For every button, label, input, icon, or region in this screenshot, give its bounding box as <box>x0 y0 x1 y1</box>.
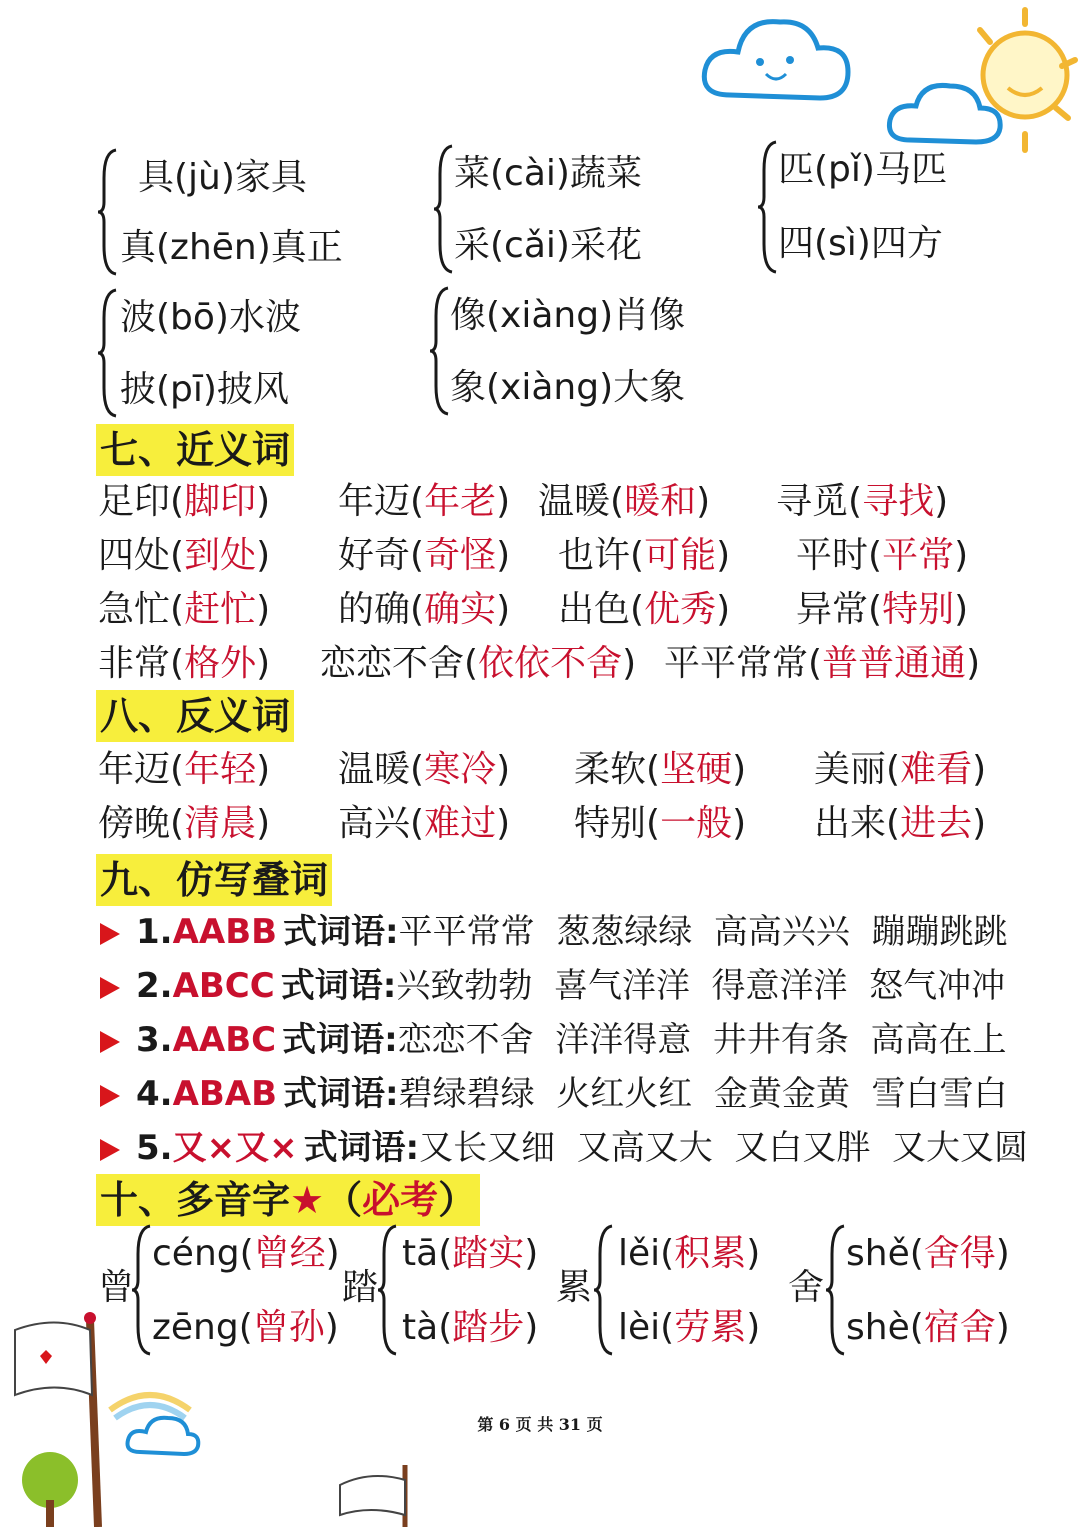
synonym-answer: 平常 <box>882 535 955 576</box>
antonym-word: 年迈 <box>98 749 171 790</box>
paren-open: ( <box>170 481 185 522</box>
paren-close: ) <box>496 749 511 790</box>
paren-close: ) <box>954 589 969 630</box>
paren-open: ( <box>886 749 901 790</box>
paren-open: ( <box>410 589 425 630</box>
paren-open: ( <box>170 803 185 844</box>
paren-close: ) <box>524 1307 539 1348</box>
paren-open: ( <box>868 535 883 576</box>
pattern-number: 3. <box>136 1020 173 1060</box>
brace-icon <box>434 144 454 274</box>
antonym-answer: 清晨 <box>184 803 257 844</box>
antonym-item <box>574 748 746 792</box>
page-number: 第 6 页 共 31 页 <box>477 1415 603 1434</box>
synonym-item <box>796 534 968 578</box>
antonym-answer: 年轻 <box>184 749 257 790</box>
triangle-bullet-icon <box>100 977 120 999</box>
synonym-answer: 确实 <box>424 589 497 630</box>
pattern-code: ABCC <box>172 966 275 1006</box>
pinyin: céng <box>152 1233 240 1274</box>
antonym-item <box>338 802 510 846</box>
paren-open: ( <box>410 803 425 844</box>
word-pair-line: 象(xiàng)大象 <box>450 367 686 408</box>
antonym-answer: 坚硬 <box>660 749 733 790</box>
antonym-item <box>338 748 510 792</box>
paren-open: ( <box>660 1233 675 1274</box>
brace-icon <box>758 140 778 274</box>
paren-open: ( <box>646 803 661 844</box>
synonym-word: 足印 <box>98 481 171 522</box>
pattern-words: 恋恋不舍 洋洋得意 井井有条 高高在上 <box>397 1020 1007 1060</box>
pinyin: lěi <box>618 1233 661 1274</box>
heading-text: 十、多音字 <box>100 1178 291 1222</box>
synonym-answer: 依依不舍 <box>478 643 623 684</box>
synonym-word: 温暖 <box>538 481 611 522</box>
paren-close: ) <box>716 535 731 576</box>
pinyin: lèi <box>618 1307 661 1348</box>
pattern-code: 又×又× <box>172 1128 298 1168</box>
paren-close: ) <box>732 749 747 790</box>
word-pair-line: 四(sì)四方 <box>778 223 943 264</box>
paren-close: ) <box>972 749 987 790</box>
pinyin: tā <box>402 1233 439 1274</box>
word-pair-line: 菜(cài)蔬菜 <box>454 153 642 194</box>
antonym-answer: 难过 <box>424 803 497 844</box>
word-pair-line: 真(zhēn)真正 <box>120 227 343 268</box>
synonym-answer: 普普通通 <box>822 643 967 684</box>
paren-open: ( <box>170 643 185 684</box>
pronunciation-line <box>618 1306 760 1350</box>
section-heading-antonyms: 八、反义词 <box>96 690 294 742</box>
antonym-item <box>814 748 986 792</box>
example-word: 积累 <box>674 1233 747 1274</box>
paren-open: ( <box>909 1307 924 1348</box>
pronunciation-line <box>402 1306 538 1350</box>
example-word: 舍得 <box>923 1233 996 1274</box>
synonym-word: 好奇 <box>338 535 411 576</box>
pattern-number: 4. <box>136 1074 173 1114</box>
antonym-answer: 难看 <box>900 749 973 790</box>
synonym-item <box>338 588 510 632</box>
word-pair-line: 匹(pǐ)马匹 <box>778 149 947 190</box>
pinyin: zēng <box>152 1307 239 1348</box>
synonym-word: 非常 <box>98 643 171 684</box>
paren-close: ) <box>524 1233 539 1274</box>
brace-icon <box>378 1224 398 1356</box>
paren-open: ( <box>170 749 185 790</box>
pronunciation-line <box>846 1232 1010 1276</box>
synonym-answer: 暖和 <box>624 481 697 522</box>
brace-icon <box>98 148 118 276</box>
synonym-item <box>98 588 270 632</box>
pattern-row <box>100 1072 1008 1116</box>
pattern-row <box>100 1126 1028 1170</box>
pronunciation-line <box>402 1232 538 1276</box>
example-word: 劳累 <box>674 1307 747 1348</box>
pattern-row <box>100 910 1008 954</box>
word-pair-line: 披(pī)披风 <box>120 369 289 410</box>
pattern-suffix: 式词语: <box>283 1074 399 1114</box>
triangle-bullet-icon <box>100 923 120 945</box>
flag-icon <box>330 1460 430 1527</box>
example-word: 踏步 <box>452 1307 525 1348</box>
paren-open: ( <box>438 1233 453 1274</box>
pattern-number: 1. <box>136 912 173 952</box>
antonym-word: 高兴 <box>338 803 411 844</box>
pronunciation-line <box>152 1306 339 1350</box>
brace-icon <box>594 1224 614 1356</box>
pinyin: shě <box>846 1233 910 1274</box>
pattern-words: 平平常常 葱葱绿绿 高高兴兴 蹦蹦跳跳 <box>398 912 1008 952</box>
synonym-word: 恋恋不舍 <box>320 643 465 684</box>
word-pair-line: 采(cǎi)采花 <box>454 225 642 266</box>
paren-close: ) <box>746 1307 761 1348</box>
paren-close: ) <box>696 481 711 522</box>
paren-open: ( <box>238 1307 253 1348</box>
synonym-answer: 寻找 <box>862 481 935 522</box>
paren-close: ) <box>496 589 511 630</box>
pattern-code: ABAB <box>172 1074 278 1114</box>
pattern-row <box>100 1018 1007 1062</box>
paren-open: ( <box>808 643 823 684</box>
example-word: 曾经 <box>253 1233 326 1274</box>
cloud-icon <box>704 22 848 98</box>
synonym-word: 异常 <box>796 589 869 630</box>
synonym-word: 的确 <box>338 589 411 630</box>
pattern-number: 2. <box>136 966 173 1006</box>
brace-icon <box>98 288 118 418</box>
antonym-answer: 寒冷 <box>424 749 497 790</box>
synonym-answer: 脚印 <box>184 481 257 522</box>
synonym-word: 寻觅 <box>776 481 849 522</box>
word-pair-line: 像(xiàng)肖像 <box>450 295 686 336</box>
synonym-item <box>796 588 968 632</box>
paren-close: ) <box>256 643 271 684</box>
synonym-item <box>558 588 730 632</box>
pronunciation-line <box>846 1306 1010 1350</box>
paren-close: ) <box>496 535 511 576</box>
triangle-bullet-icon <box>100 1031 120 1053</box>
paren-open: ( <box>646 749 661 790</box>
synonym-word: 急忙 <box>98 589 171 630</box>
synonym-item <box>338 534 510 578</box>
heading-paren: （ <box>324 1178 363 1222</box>
polyphonic-char: 曾 <box>98 1267 135 1308</box>
antonym-word: 温暖 <box>338 749 411 790</box>
example-word: 踏实 <box>452 1233 525 1274</box>
pattern-suffix: 式词语: <box>303 1128 420 1168</box>
paren-close: ) <box>325 1233 340 1274</box>
paren-open: ( <box>170 589 185 630</box>
section-heading-synonyms: 七、近义词 <box>96 424 294 476</box>
paren-open: ( <box>848 481 863 522</box>
pattern-suffix: 式词语: <box>280 966 397 1006</box>
paren-close: ) <box>934 481 949 522</box>
paren-close: ) <box>954 535 969 576</box>
antonym-word: 特别 <box>574 803 647 844</box>
synonym-item <box>538 480 710 524</box>
paren-open: ( <box>410 749 425 790</box>
paren-close: ) <box>972 803 987 844</box>
pattern-number: 5. <box>136 1128 173 1168</box>
synonym-answer: 到处 <box>184 535 257 576</box>
paren-open: ( <box>410 481 425 522</box>
antonym-word: 出来 <box>814 803 887 844</box>
paren-close: ) <box>622 643 637 684</box>
antonym-word: 傍晚 <box>98 803 171 844</box>
paren-open: ( <box>610 481 625 522</box>
antonym-item <box>574 802 746 846</box>
synonym-answer: 奇怪 <box>424 535 497 576</box>
pattern-code: AABC <box>172 1020 277 1060</box>
pronunciation-line <box>152 1232 340 1276</box>
synonym-answer: 年老 <box>424 481 497 522</box>
triangle-bullet-icon <box>100 1085 120 1107</box>
paren-open: ( <box>410 535 425 576</box>
paren-close: ) <box>324 1307 339 1348</box>
tree-icon <box>22 1452 78 1527</box>
example-word: 宿舍 <box>923 1307 996 1348</box>
paren-close: ) <box>256 749 271 790</box>
pattern-words: 兴致勃勃 喜气洋洋 得意洋洋 怒气冲冲 <box>396 966 1006 1006</box>
paren-open: ( <box>239 1233 254 1274</box>
paren-open: ( <box>438 1307 453 1348</box>
sun-cloud-illustration <box>690 0 1080 170</box>
word-pair-line: 具(jù)家具 <box>138 157 307 198</box>
paren-open: ( <box>868 589 883 630</box>
antonym-word: 柔软 <box>574 749 647 790</box>
star-icon: ★ <box>290 1178 325 1222</box>
paren-close: ) <box>256 535 271 576</box>
cloud-icon <box>889 85 1000 142</box>
synonym-answer: 赶忙 <box>184 589 257 630</box>
paren-close: ) <box>256 803 271 844</box>
synonym-word: 四处 <box>98 535 171 576</box>
pattern-code: AABB <box>172 912 278 952</box>
paren-close: ) <box>716 589 731 630</box>
word-pair-line: 波(bō)水波 <box>120 297 301 338</box>
synonym-item <box>776 480 948 524</box>
synonym-item <box>664 642 980 686</box>
paren-close: ) <box>966 643 981 684</box>
polyphonic-char: 舍 <box>788 1267 825 1308</box>
paren-close: ) <box>496 803 511 844</box>
pinyin: shè <box>846 1307 910 1348</box>
antonym-item <box>98 748 270 792</box>
antonym-answer: 进去 <box>900 803 973 844</box>
pattern-suffix: 式词语: <box>283 912 399 952</box>
paren-close: ) <box>746 1233 761 1274</box>
synonym-word: 也许 <box>558 535 631 576</box>
antonym-item <box>814 802 986 846</box>
paren-open: ( <box>630 589 645 630</box>
paren-open: ( <box>909 1233 924 1274</box>
pinyin: tà <box>402 1307 439 1348</box>
polyphonic-char: 踏 <box>342 1267 379 1308</box>
paren-open: ( <box>660 1307 675 1348</box>
brace-icon <box>430 286 450 416</box>
synonym-word: 年迈 <box>338 481 411 522</box>
heading-must-test: 必考 <box>362 1178 439 1222</box>
paren-close: ) <box>995 1307 1010 1348</box>
section-heading-polyphonic <box>96 1174 480 1226</box>
pattern-suffix: 式词语: <box>282 1020 398 1060</box>
pattern-words: 又长又细 又高又大 又白又胖 又大又圆 <box>419 1128 1029 1168</box>
synonym-word: 出色 <box>558 589 631 630</box>
synonym-item <box>98 534 270 578</box>
paren-open: ( <box>630 535 645 576</box>
triangle-bullet-icon <box>100 1139 120 1161</box>
synonym-word: 平时 <box>796 535 869 576</box>
synonym-word: 平平常常 <box>664 643 809 684</box>
paren-close: ) <box>256 589 271 630</box>
antonym-item <box>98 802 270 846</box>
synonym-item <box>338 480 510 524</box>
paren-open: ( <box>170 535 185 576</box>
paren-open: ( <box>886 803 901 844</box>
antonym-word: 美丽 <box>814 749 887 790</box>
antonym-answer: 一般 <box>660 803 733 844</box>
polyphonic-char: 累 <box>556 1267 593 1308</box>
pattern-row <box>100 964 1005 1008</box>
synonym-answer: 特别 <box>882 589 955 630</box>
example-word: 曾孙 <box>252 1307 325 1348</box>
paren-close: ) <box>995 1233 1010 1274</box>
paren-close: ) <box>256 481 271 522</box>
section-heading-reduplication: 九、仿写叠词 <box>96 854 332 906</box>
heading-paren: ） <box>438 1178 477 1222</box>
paren-open: ( <box>464 643 479 684</box>
synonym-item <box>558 534 730 578</box>
paren-close: ) <box>732 803 747 844</box>
synonym-answer: 格外 <box>184 643 257 684</box>
synonym-item <box>320 642 636 686</box>
brace-icon <box>826 1224 846 1356</box>
pattern-words: 碧绿碧绿 火红火红 金黄金黄 雪白雪白 <box>398 1074 1008 1114</box>
synonym-item <box>98 642 270 686</box>
synonym-answer: 优秀 <box>644 589 717 630</box>
synonym-answer: 可能 <box>644 535 717 576</box>
pronunciation-line <box>618 1232 760 1276</box>
paren-close: ) <box>496 481 511 522</box>
brace-icon <box>132 1224 152 1356</box>
synonym-item <box>98 480 270 524</box>
